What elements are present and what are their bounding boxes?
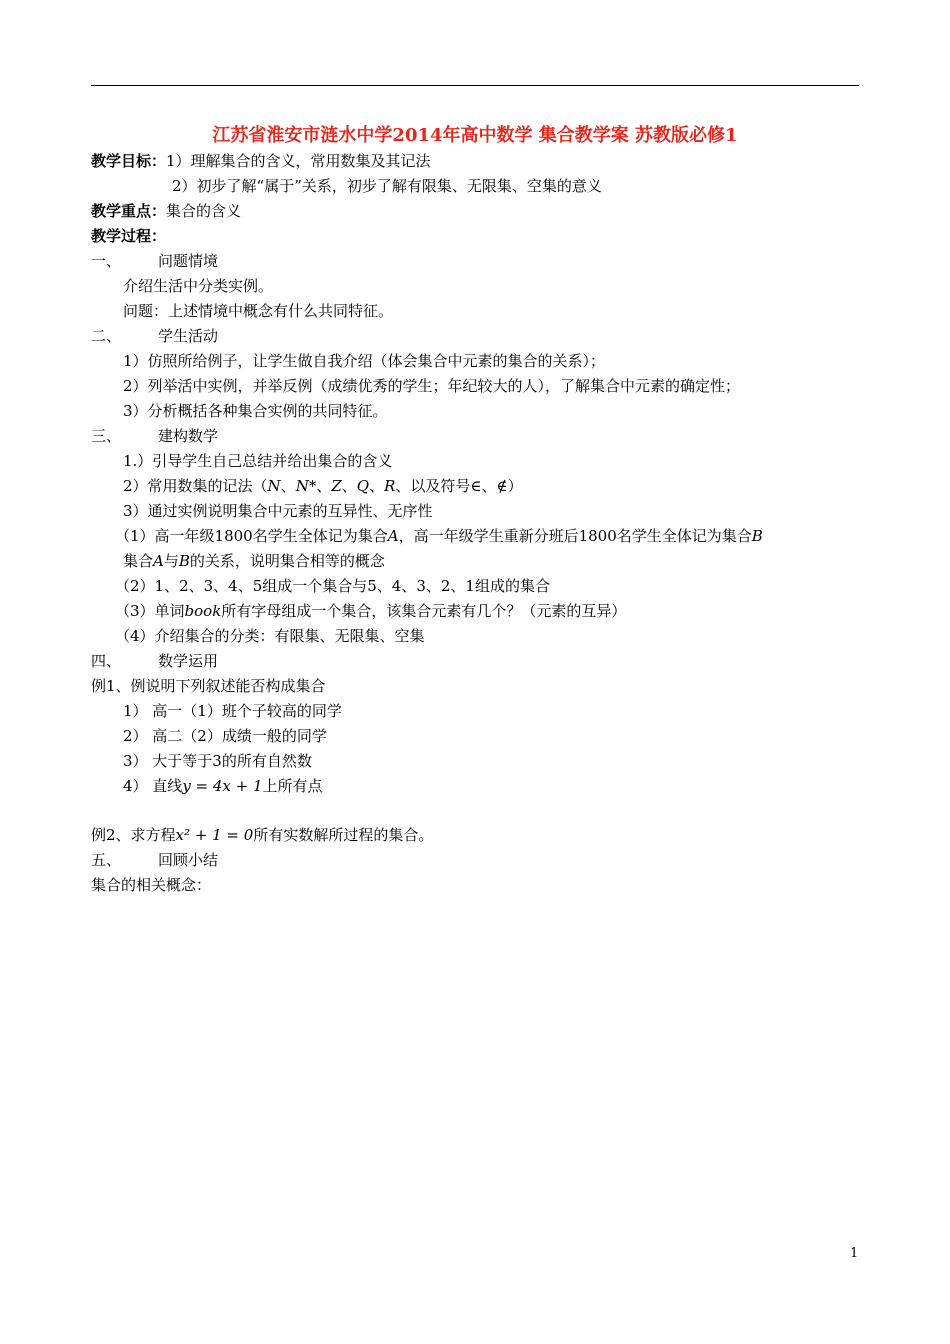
section-heading: 回顾小结 <box>158 851 219 869</box>
section-heading: 问题情境 <box>158 252 219 270</box>
document-title: 江苏省淮安市涟水中学2014年高中数学 集合教学案 苏教版必修1 <box>212 125 738 146</box>
key-points-text: 集合的含义 <box>166 202 242 220</box>
section-number: 四、 <box>91 652 122 670</box>
section-text: 1.）引导学生自己总结并给出集合的含义 <box>123 452 393 470</box>
example-heading <box>91 824 433 846</box>
math-symbol: A <box>387 527 399 545</box>
section-text: 集合的相关概念： <box>91 876 212 894</box>
text-fragment: 集合 <box>123 552 154 570</box>
text-fragment: 所有实数解所过程的集合。 <box>253 826 434 844</box>
math-symbol: N* <box>295 477 317 495</box>
example-heading: 例1、例说明下列叙述能否构成集合 <box>91 677 326 695</box>
key-points-line <box>91 200 241 222</box>
section-text: 问题：上述情境中概念有什么共同特征。 <box>123 302 394 320</box>
section-heading: 数学运用 <box>158 652 219 670</box>
list-item <box>123 775 323 797</box>
key-points-label: 教学重点： <box>91 202 167 220</box>
section-text: 2）列举活中实例，并举反例（成绩优秀的学生；年纪较大的人），了解集合中元素的确定性； <box>123 377 741 395</box>
math-equation: y = 4x + 1 <box>182 777 263 795</box>
text-fragment: 所有字母组成一个集合，该集合元素有几个？（元素的互异） <box>221 602 627 620</box>
text-fragment: 4） 直线 <box>123 777 183 795</box>
list-item-continuation <box>123 550 385 572</box>
text-fragment: 、 <box>369 477 385 495</box>
objective-item: 2）初步了解“属于”关系，初步了解有限集、无限集、空集的意义 <box>172 177 602 195</box>
section-heading: 建构数学 <box>158 427 219 445</box>
italic-word: book <box>184 602 222 620</box>
objectives-line-1 <box>91 150 431 172</box>
math-symbol: Q <box>356 477 370 495</box>
section-text: 3）通过实例说明集合中元素的互异性、无序性 <box>123 502 433 520</box>
math-symbol: B <box>178 552 190 570</box>
section-text: 介绍生活中分类实例。 <box>123 277 274 295</box>
text-fragment: （1）高一年级1800名学生全体记为集合 <box>115 527 388 545</box>
text-fragment: ） <box>507 477 523 495</box>
list-item: 1） 高一（1）班个子较高的同学 <box>123 702 342 720</box>
list-item: 2） 高二（2）成绩一般的同学 <box>123 727 327 745</box>
text-fragment: 例2、求方程 <box>91 826 176 844</box>
section-text: 3）分析概括各种集合实例的共同特征。 <box>123 402 388 420</box>
section-number: 二、 <box>91 327 122 345</box>
math-symbol: R <box>384 477 396 495</box>
list-item <box>115 525 763 547</box>
math-symbol: ∉ <box>496 477 508 495</box>
section-number: 五、 <box>91 851 122 869</box>
text-fragment: 、 <box>481 477 497 495</box>
number-sets-line <box>123 475 523 497</box>
section-number: 三、 <box>91 427 122 445</box>
list-item: （2）1、2、3、4、5组成一个集合与5、4、3、2、1组成的集合 <box>115 577 550 595</box>
math-symbol: B <box>751 527 763 545</box>
text-fragment: 上所有点 <box>262 777 323 795</box>
section-text: 1）仿照所给例子，让学生做自我介绍（体会集合中元素的集合的关系）； <box>123 352 606 370</box>
text-fragment: 与 <box>163 552 179 570</box>
list-item <box>115 600 626 622</box>
text-fragment: 、 <box>341 477 357 495</box>
section-heading: 学生活动 <box>158 327 219 345</box>
text-fragment: 、 <box>280 477 296 495</box>
text-fragment: ，高一年级学生重新分班后1800名学生全体记为集合 <box>398 527 752 545</box>
objective-item: 1）理解集合的含义，常用数集及其记法 <box>166 152 431 170</box>
text-fragment: 2）常用数集的记法（ <box>123 477 268 495</box>
math-symbol: ∈ <box>470 477 482 495</box>
section-number: 一、 <box>91 252 122 270</box>
list-item: （4）介绍集合的分类：有限集、无限集、空集 <box>115 627 425 645</box>
page-number: 1 <box>850 1246 859 1261</box>
math-symbol: A <box>153 552 164 570</box>
math-equation: x² + 1 = 0 <box>175 826 254 844</box>
text-fragment: 、 <box>316 477 332 495</box>
text-fragment: 、以及符号 <box>395 477 471 495</box>
math-symbol: N <box>267 477 281 495</box>
math-symbol: Z <box>331 477 342 495</box>
process-label: 教学过程： <box>91 227 167 245</box>
text-fragment: （3）单词 <box>115 602 185 620</box>
text-fragment: 的关系，说明集合相等的概念 <box>189 552 385 570</box>
objectives-label: 教学目标： <box>91 152 167 170</box>
list-item: 3） 大于等于3的所有自然数 <box>123 752 312 770</box>
header-rule <box>91 85 859 86</box>
